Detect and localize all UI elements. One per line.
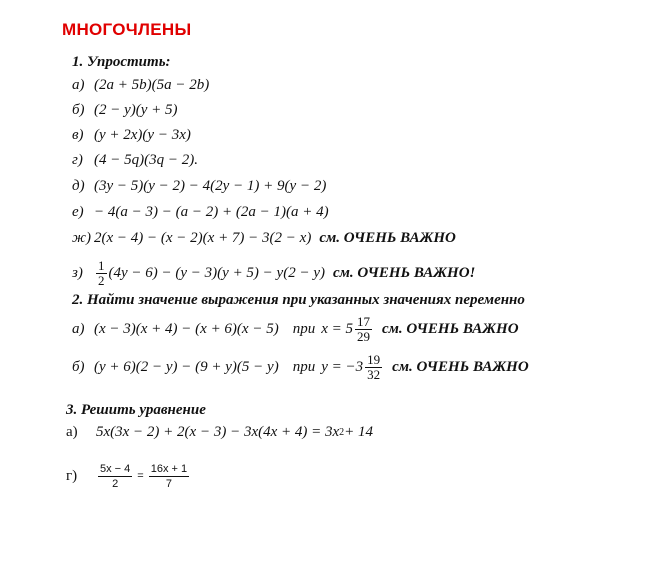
- fraction-denominator: 32: [367, 366, 381, 382]
- fraction: [365, 353, 382, 382]
- item-label: а): [72, 76, 85, 93]
- fraction-right: [149, 462, 189, 491]
- section2-heading: 2. Найти значение выражения при указанных значениях переменно: [72, 292, 525, 308]
- item-label: ж): [72, 229, 91, 246]
- item-label: д): [72, 177, 85, 194]
- list-item: [72, 73, 209, 97]
- expression-tail: + 14: [344, 423, 374, 440]
- list-item: [72, 226, 456, 250]
- variable-value: y = −3: [321, 358, 364, 375]
- important-note: см. ОЧЕНЬ ВАЖНО!: [332, 264, 476, 281]
- variable-value: x = 5: [321, 320, 353, 337]
- expression: 2(x − 4) − (x − 2)(x + 7) − 3(2 − x): [94, 229, 312, 246]
- item-label: в): [72, 126, 84, 143]
- list-item: [72, 174, 326, 198]
- fraction: [355, 315, 372, 344]
- expression: (3y − 5)(y − 2) − 4(2y − 1) + 9(y − 2): [94, 177, 327, 194]
- expression: − 4(a − 3) − (a − 2) + (2a − 1)(a + 4): [94, 203, 329, 220]
- list-item: [72, 98, 178, 122]
- fraction: [96, 259, 107, 288]
- section1-heading: 1. Упростить:: [72, 54, 171, 70]
- list-item: [72, 258, 475, 288]
- item-label: г): [66, 467, 78, 484]
- expression: (4 − 5q)(3q − 2).: [94, 151, 198, 168]
- item-label: а): [72, 320, 85, 337]
- expression: (y + 6)(2 − y) − (9 + y)(5 − y): [94, 358, 279, 375]
- item-label: е): [72, 203, 84, 220]
- item-label: з): [72, 264, 83, 281]
- list-item: [72, 350, 529, 384]
- expression: (2a + 5b)(5a − 2b): [94, 76, 210, 93]
- important-note: см. ОЧЕНЬ ВАЖНО: [319, 229, 456, 246]
- fraction-numerator: 16x + 1: [150, 462, 188, 475]
- list-item: [72, 312, 519, 346]
- item-label: г): [72, 151, 83, 168]
- fraction-numerator: 19: [367, 351, 381, 367]
- fraction-denominator: 7: [165, 477, 172, 490]
- list-item: [72, 148, 198, 172]
- item-label: б): [72, 358, 85, 375]
- fraction-denominator: 2: [112, 477, 119, 490]
- list-item: [66, 458, 191, 494]
- fraction-numerator: 17: [356, 313, 370, 329]
- fraction-denominator: 29: [356, 328, 370, 344]
- expression: (x − 3)(x + 4) − (x + 6)(x − 5): [94, 320, 279, 337]
- expression: (y + 2x)(y − 3x): [94, 126, 191, 143]
- important-note: см. ОЧЕНЬ ВАЖНО: [392, 358, 529, 375]
- expression: 5x(3x − 2) + 2(x − 3) − 3x(4x + 4) = 3x: [96, 423, 340, 440]
- exponent: 2: [339, 426, 345, 438]
- section3-heading: 3. Решить уравнение: [66, 402, 206, 418]
- condition-word: при: [292, 320, 316, 337]
- fraction-numerator: 5x − 4: [100, 462, 131, 475]
- list-item: [66, 420, 373, 444]
- expression: (2 − y)(y + 5): [94, 101, 178, 118]
- equals-sign: =: [137, 470, 144, 482]
- page-title: МНОГОЧЛЕНЫ: [62, 20, 192, 39]
- fraction-numerator: 1: [98, 257, 105, 273]
- list-item: [72, 123, 191, 147]
- fraction-denominator: 2: [98, 272, 105, 288]
- item-label: б): [72, 101, 85, 118]
- important-note: см. ОЧЕНЬ ВАЖНО: [381, 320, 519, 337]
- list-item: [72, 200, 329, 224]
- item-label: а): [66, 423, 78, 440]
- expression: (4y − 6) − (y − 3)(y + 5) − y(2 − y): [108, 264, 325, 281]
- fraction-left: [98, 462, 132, 491]
- condition-word: при: [292, 358, 316, 375]
